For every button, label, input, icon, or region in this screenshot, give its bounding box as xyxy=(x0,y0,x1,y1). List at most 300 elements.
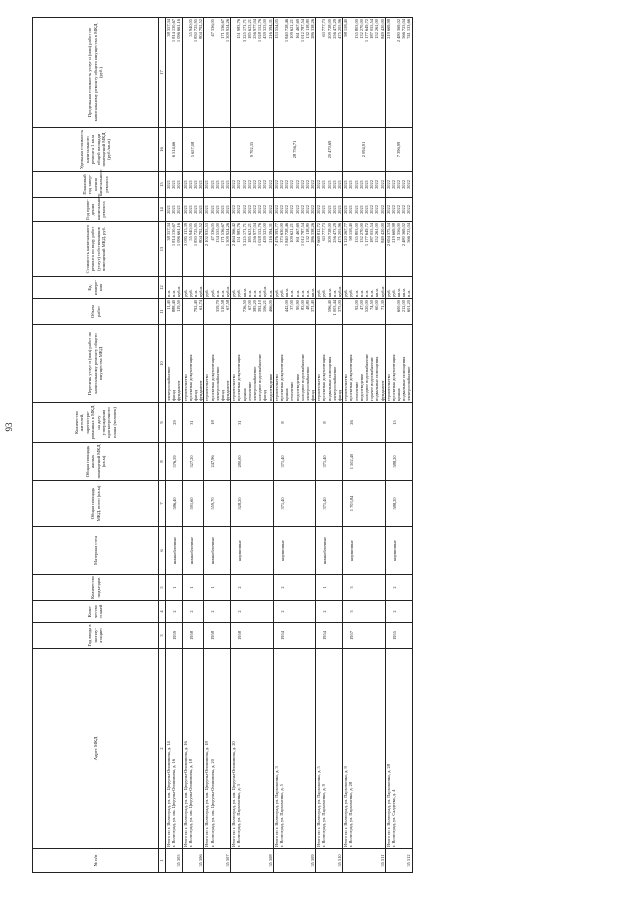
limit-list xyxy=(204,18,231,128)
page-number: 93 xyxy=(4,422,14,432)
cell-line: 109 621,21 xyxy=(289,19,295,39)
cell-line: 60,00 xyxy=(374,300,380,310)
header-cell: Материал стен xyxy=(33,527,159,575)
cell-line: 2022 xyxy=(390,205,396,214)
entrances xyxy=(343,575,386,601)
cell-line: 475 205,96 xyxy=(337,19,342,39)
cell-text: 2 xyxy=(279,610,285,613)
volume-list xyxy=(204,299,231,325)
address-cell xyxy=(231,649,274,849)
cell-line: 152 261,00 xyxy=(374,223,380,243)
cell-line: 1 840 728,46 xyxy=(284,223,290,247)
cell-line: 171 536,67 xyxy=(219,223,225,243)
total-area xyxy=(385,481,412,527)
cell-line: 71,30 xyxy=(379,300,385,310)
row-number xyxy=(182,849,204,873)
cell-text: 1959 xyxy=(172,631,177,640)
total-area xyxy=(316,481,343,527)
cell-line: п.м. xyxy=(192,289,198,297)
row-number xyxy=(166,849,183,873)
cell-line: проектная документация xyxy=(187,354,193,401)
entrances xyxy=(166,575,183,601)
cell-text: 1957 xyxy=(349,631,355,640)
cell-line: 31 356,00 xyxy=(396,223,402,241)
cell-line: 106,21 xyxy=(262,300,268,313)
cell-line: 439 323,00 xyxy=(262,223,268,243)
cell-line: проектная документация xyxy=(348,354,354,401)
cell-text: шлакоблочные xyxy=(188,536,194,565)
address-cell xyxy=(166,649,183,849)
wall-material xyxy=(385,527,412,575)
cell-line: 601,20 xyxy=(406,300,412,313)
end-year-list xyxy=(343,172,386,198)
unit-cost xyxy=(204,128,231,172)
cell-text: 1 703,84 xyxy=(349,495,355,512)
cell-line: 286 338,26 xyxy=(310,223,316,243)
cell-line: 466,00 xyxy=(267,300,273,313)
cell-line: 2022 xyxy=(241,180,247,189)
cell-line: 63 777,73 xyxy=(321,223,327,241)
cell-text: 2 094,91 xyxy=(361,141,367,158)
cell-text: 35 505 xyxy=(176,854,182,867)
cell-line: 566 723,04 xyxy=(401,19,407,39)
cell-line: холодное водоснабжение xyxy=(257,354,263,401)
cell-line: 2021 xyxy=(171,180,177,189)
cell-line: 1 309 924,26 xyxy=(225,223,231,247)
cell-line: руб. xyxy=(273,289,279,297)
cell-line: 161 467,69 xyxy=(294,223,300,243)
cell-line: 2022 xyxy=(304,180,310,189)
wall-material xyxy=(343,527,386,575)
cell-line: 2022 xyxy=(390,180,396,189)
entrances xyxy=(273,575,316,601)
end-year-list xyxy=(204,172,231,198)
cell-line: куб.м. xyxy=(225,285,231,297)
cell-text: 9 702,35 xyxy=(249,141,255,158)
cell-text: 1958 xyxy=(210,631,216,640)
volume-list xyxy=(385,299,412,325)
cell-line: фасад xyxy=(310,390,316,401)
cell-text: 6 514,66 xyxy=(171,141,177,158)
floors xyxy=(231,601,274,623)
works-list xyxy=(231,325,274,403)
cell-line: 1 814 130,67 xyxy=(171,19,177,43)
header-cell: № п/п xyxy=(33,849,159,873)
cell-text: 8 xyxy=(279,421,285,424)
address: г. Волгоград, ул. Пархоменко, д. 28 xyxy=(348,781,354,847)
cell-line: 2021 xyxy=(353,205,359,214)
units-list xyxy=(343,277,386,299)
cell-line: 2022 xyxy=(374,205,380,214)
column-number-row xyxy=(159,18,166,873)
table-row xyxy=(166,18,183,873)
cell-line: 2022 xyxy=(278,180,284,189)
cell-line: подвальные помещения xyxy=(374,356,380,401)
works-list xyxy=(166,325,183,403)
cell-line: 2021 xyxy=(331,180,337,189)
cell-line: руб. xyxy=(316,289,322,297)
cell-text: 280,00 xyxy=(237,455,243,468)
cell-line: п.м. xyxy=(358,289,364,297)
cell-text: 35 507 xyxy=(225,854,231,867)
column-number: 16 xyxy=(159,128,166,172)
wall-material xyxy=(182,527,204,575)
cell-line: горячее водоснабжение xyxy=(369,357,375,401)
cell-text: 1 xyxy=(172,586,177,589)
total-area xyxy=(204,481,231,527)
cell-line: 216 394,31 xyxy=(267,19,273,39)
cell-line: 2022 xyxy=(396,205,402,214)
cell-line: 2021 xyxy=(166,180,171,189)
entrances xyxy=(316,575,343,601)
floors xyxy=(182,601,204,623)
cell-line: 385,20 xyxy=(252,300,257,313)
cell-line: 2022 xyxy=(262,205,268,214)
cell-line: проектная документация xyxy=(321,354,327,401)
cell-line: п.м. xyxy=(219,289,225,297)
cell-line: 109 621,21 xyxy=(289,223,295,243)
cell-line: отопление xyxy=(289,381,295,401)
unit-cost xyxy=(231,128,274,172)
cell-line: 1 177 649,72 xyxy=(363,223,369,247)
header-cell: Плановый год завер-шения капитального ремонта xyxy=(33,172,159,198)
cell-text: 528,20 xyxy=(237,497,243,510)
cell-line: 135 803,00 xyxy=(353,223,359,243)
year-built xyxy=(204,623,231,649)
header-cell: Адрес МКД xyxy=(33,649,159,849)
row-number xyxy=(343,849,386,873)
cell-line: отопление xyxy=(246,381,252,401)
cell-line: строительство xyxy=(273,374,279,401)
cell-line: 2021 xyxy=(192,205,198,214)
wall-material xyxy=(231,527,274,575)
residents xyxy=(343,403,386,443)
cell-text: 18 xyxy=(210,420,216,425)
cell-line: 37,00 xyxy=(289,300,295,310)
cell-line: 61,74 xyxy=(198,300,204,310)
column-number: 8 xyxy=(159,443,166,481)
cell-line: фасад xyxy=(262,390,268,401)
living-area xyxy=(204,443,231,481)
cell-line: 1 096 661,16 xyxy=(176,19,182,43)
cell-line: 792,40 xyxy=(192,300,198,313)
cell-line: руб. xyxy=(182,289,188,297)
cell-line: 1 309 924,26 xyxy=(225,19,231,43)
residents xyxy=(316,403,343,443)
cell-line: 98 158,40 xyxy=(343,19,349,37)
header-cell: Количество подъездов xyxy=(33,575,159,601)
cell-line: 2022 xyxy=(289,180,295,189)
cell-line: 2022 xyxy=(231,180,237,189)
cell-line: п.м. xyxy=(246,289,252,297)
address-cell xyxy=(343,649,386,849)
cell-line: куб.м. xyxy=(379,285,385,297)
table-row xyxy=(231,18,274,873)
cell-line: электроснабжение xyxy=(331,366,337,401)
floors xyxy=(343,601,386,623)
cell-line: 2021 xyxy=(204,205,210,214)
year-built xyxy=(182,623,204,649)
residents xyxy=(231,403,274,443)
column-number: 3 xyxy=(159,623,166,649)
cell-line: 2022 xyxy=(231,205,237,214)
repair-year-list xyxy=(166,198,183,222)
column-number: 15 xyxy=(159,172,166,198)
cell-line: руб. xyxy=(236,289,242,297)
cell-line: 132 270,00 xyxy=(358,223,364,243)
cell-line: отопление xyxy=(353,381,359,401)
unit-cost xyxy=(273,128,316,172)
cell-line: 2022 xyxy=(241,205,247,214)
cell-line: строительство xyxy=(231,374,237,401)
units-list xyxy=(231,277,274,299)
repair-year-list xyxy=(182,198,204,222)
cost-list xyxy=(343,222,386,277)
cell-line: кв.м. xyxy=(401,287,407,297)
volume-list xyxy=(316,299,343,325)
cell-text: кирпичные xyxy=(391,540,397,561)
cost-list xyxy=(204,222,231,277)
cell-line: крыша xyxy=(241,388,247,401)
cell-line: 2022 xyxy=(284,205,290,214)
residents xyxy=(385,403,412,443)
cell-line: 600,00 xyxy=(396,300,402,313)
column-number: 4 xyxy=(159,601,166,623)
cell-line: 1 028 152,76 xyxy=(257,19,263,43)
column-number: 7 xyxy=(159,481,166,527)
living-area xyxy=(316,443,343,481)
cell-line: подвальные помещения xyxy=(326,356,332,401)
cell-line: 2021 xyxy=(187,180,193,189)
column-number: 2 xyxy=(159,649,166,849)
cell-text: 7 396,99 xyxy=(396,141,402,158)
cell-line: 7 669 812,72 xyxy=(316,223,322,247)
cell-line: кв.м. xyxy=(374,287,380,297)
cell-text: 20 470,69 xyxy=(326,140,332,159)
cell-line: фундамент xyxy=(198,380,204,401)
address: г. Волгоград, ул. Пархоменко, д. 3 xyxy=(236,784,242,847)
cell-line: 2022 xyxy=(369,180,375,189)
year-built xyxy=(273,623,316,649)
cell-line: кв.м. xyxy=(310,287,316,297)
cell-text: кирпичные xyxy=(279,540,285,561)
cell-text: 588,20 xyxy=(391,497,397,510)
units-list xyxy=(182,277,204,299)
unit-cost xyxy=(385,128,412,172)
cell-line: 2022 xyxy=(252,205,257,214)
cell-text: 527,20 xyxy=(188,455,194,468)
address-total: Итого по г. Волгоград, ул. им. Цюрупы-Осиповича, д. 18 xyxy=(204,741,210,847)
residents xyxy=(166,403,183,443)
cell-line: кв.м. xyxy=(396,287,402,297)
residents xyxy=(273,403,316,443)
column-number: 14 xyxy=(159,198,166,222)
end-year-list xyxy=(316,172,343,198)
cell-line: 187 055,54 xyxy=(369,19,375,39)
cell-line: 2021 xyxy=(321,205,327,214)
residents xyxy=(204,403,231,443)
cell-line: 219 669,98 xyxy=(390,223,396,243)
cell-line: 219 669,98 xyxy=(385,19,391,39)
cell-line: 38 357,34 xyxy=(166,223,171,241)
cell-line: фундамент xyxy=(176,380,182,401)
cell-line: 3 225 171,71 xyxy=(241,19,247,43)
cell-line: 2021 xyxy=(331,205,337,214)
cell-line: 2021 xyxy=(219,180,225,189)
cell-line: 2021 xyxy=(358,180,364,189)
cell-line: 1 012 787,54 xyxy=(299,223,305,247)
cost-list xyxy=(166,222,183,277)
cell-line: 2021 xyxy=(343,205,349,214)
address: г. Волгоград, ул. Салдеева, д. 4 xyxy=(390,789,396,847)
cell-line: 2022 xyxy=(278,205,284,214)
unit-cost xyxy=(166,128,183,172)
cell-line: 161 467,69 xyxy=(294,19,300,39)
cell-text: 28 756,71 xyxy=(291,140,297,159)
works-list xyxy=(343,325,386,403)
cell-line: 132 270,00 xyxy=(358,19,364,39)
cell-line: п.м. xyxy=(304,289,310,297)
works-list xyxy=(273,325,316,403)
cell-line: водоотведение xyxy=(294,373,300,401)
cell-text: 2 xyxy=(279,586,285,589)
cell-line: 1 096 661,16 xyxy=(176,223,182,247)
wall-material xyxy=(166,527,183,575)
cell-line: 7 476 393,77 xyxy=(273,223,279,247)
cell-line: 3 095 115,39 xyxy=(182,223,188,246)
end-year-list xyxy=(182,172,204,198)
living-area xyxy=(343,443,386,481)
cell-line: 359,70 xyxy=(214,300,220,313)
cell-line: фасад xyxy=(171,390,177,401)
cell-line: 2021 xyxy=(204,180,210,189)
address-total: Итого по г. Волгоград, ул. им. Цюрупы-Осиповича, д. 14 xyxy=(166,741,171,847)
cell-line: строительство xyxy=(204,374,210,401)
cell-text: 29 xyxy=(172,420,177,425)
cell-line: 849 420,00 xyxy=(379,223,385,243)
cell-text: 591,60 xyxy=(188,497,194,510)
cell-line: куб.м. xyxy=(176,285,182,297)
cell-line: 2021 xyxy=(187,205,193,214)
cell-line: 2 102 935,53 xyxy=(204,223,210,247)
cell-line: 209 728,00 xyxy=(326,19,332,39)
cell-text: шлакоблочные xyxy=(210,536,216,565)
cell-line: 2022 xyxy=(246,180,252,189)
cell-line: кв.м. xyxy=(326,287,332,297)
cell-line: 3 225 171,71 xyxy=(241,223,247,247)
table-row xyxy=(385,18,412,873)
cell-line: 256 473,29 xyxy=(331,19,337,39)
cell-line: 2022 xyxy=(310,180,316,189)
cell-text: 1954 xyxy=(322,631,328,640)
cell-line: п.м. xyxy=(257,289,263,297)
cell-line: 153 554,05 xyxy=(273,19,279,39)
cell-line: 151 983,76 xyxy=(236,19,242,39)
cell-line: 256 977,04 xyxy=(252,19,257,39)
cell-line: 187 055,54 xyxy=(369,223,375,243)
cell-line: электроснабжение xyxy=(214,366,220,401)
cell-line: 132 118,80 xyxy=(304,19,310,39)
cell-line: 2 694 375,54 xyxy=(385,223,391,247)
cell-text: 371,40 xyxy=(279,497,285,510)
cell-line: руб. xyxy=(278,289,284,297)
cell-line: 2021 xyxy=(209,180,215,189)
cell-text: 3 xyxy=(349,610,355,613)
cell-line: 151 983,76 xyxy=(236,223,242,243)
cell-line: 132 118,80 xyxy=(304,223,310,243)
cell-line: 171 536,67 xyxy=(219,19,225,39)
cell-line: 2022 xyxy=(267,180,273,189)
address-total: Итого по г. Волгоград, ул. Пархоменко, д. 28 xyxy=(385,764,391,847)
row-number xyxy=(204,849,231,873)
volume-list xyxy=(182,299,204,325)
table-body xyxy=(166,18,413,873)
cell-text: 8 xyxy=(322,421,328,424)
cell-line: 2021 xyxy=(171,205,177,214)
cell-line: 67,58 xyxy=(225,300,231,310)
cell-line: 596,40 xyxy=(326,300,332,313)
total-area xyxy=(231,481,274,527)
address-cell xyxy=(385,649,412,849)
total-area xyxy=(166,481,183,527)
cell-text: 31 xyxy=(237,420,243,425)
living-area xyxy=(273,443,316,481)
cell-text: шлакоблочные xyxy=(172,536,177,565)
cell-line: водоотведение xyxy=(267,373,273,401)
cell-line: 1 830 725,95 xyxy=(192,19,198,43)
living-area xyxy=(385,443,412,481)
cell-text: 371,40 xyxy=(322,455,328,468)
units-list xyxy=(316,277,343,299)
cell-line: 2022 xyxy=(401,205,407,214)
year-built xyxy=(166,623,183,649)
cell-line: 2021 xyxy=(225,205,231,214)
cell-line: 2 480 369,02 xyxy=(396,19,402,43)
cell-line: 566 723,04 xyxy=(406,223,412,243)
cell-text: 31 xyxy=(188,420,194,425)
cell-line: 2022 xyxy=(236,205,242,214)
cell-line: 2021 xyxy=(363,205,369,214)
cell-line: 1 814 130,67 xyxy=(171,223,177,247)
cell-line: 888,40 xyxy=(171,300,177,313)
cell-line: 2021 xyxy=(166,205,171,214)
cell-text: 559,70 xyxy=(210,497,216,510)
cell-text: 3 xyxy=(349,586,355,589)
cell-text: 2 xyxy=(391,586,397,589)
cell-line: 2022 xyxy=(257,180,263,189)
repair-year-list xyxy=(385,198,412,222)
works-list xyxy=(316,325,343,403)
row-number xyxy=(385,849,412,873)
repair-year-list xyxy=(273,198,316,222)
cell-line: п.м. xyxy=(331,289,337,297)
address-total: Итого по г. Волгоград, ул. им. Цюрупы-Осиповича, д. 16 xyxy=(182,741,188,847)
living-area xyxy=(166,443,183,481)
year-built xyxy=(343,623,386,649)
cell-line: 47,00 xyxy=(358,300,364,310)
cell-line: руб. xyxy=(187,289,193,297)
address: г. Волгоград, ул. им. Цюрупы-Осиповича, д. 16 xyxy=(171,759,177,847)
cell-line: 2022 xyxy=(379,180,385,189)
cell-line: 371,40 xyxy=(310,300,316,313)
cell-line: крыша xyxy=(284,388,290,401)
cell-line: 2022 xyxy=(267,205,273,214)
cell-line: 804 792,52 xyxy=(198,19,204,39)
cell-text: 371,40 xyxy=(322,497,328,510)
cell-line: 2022 xyxy=(385,180,391,189)
cell-line: 2021 xyxy=(337,205,342,214)
cell-line: 2021 xyxy=(348,205,354,214)
